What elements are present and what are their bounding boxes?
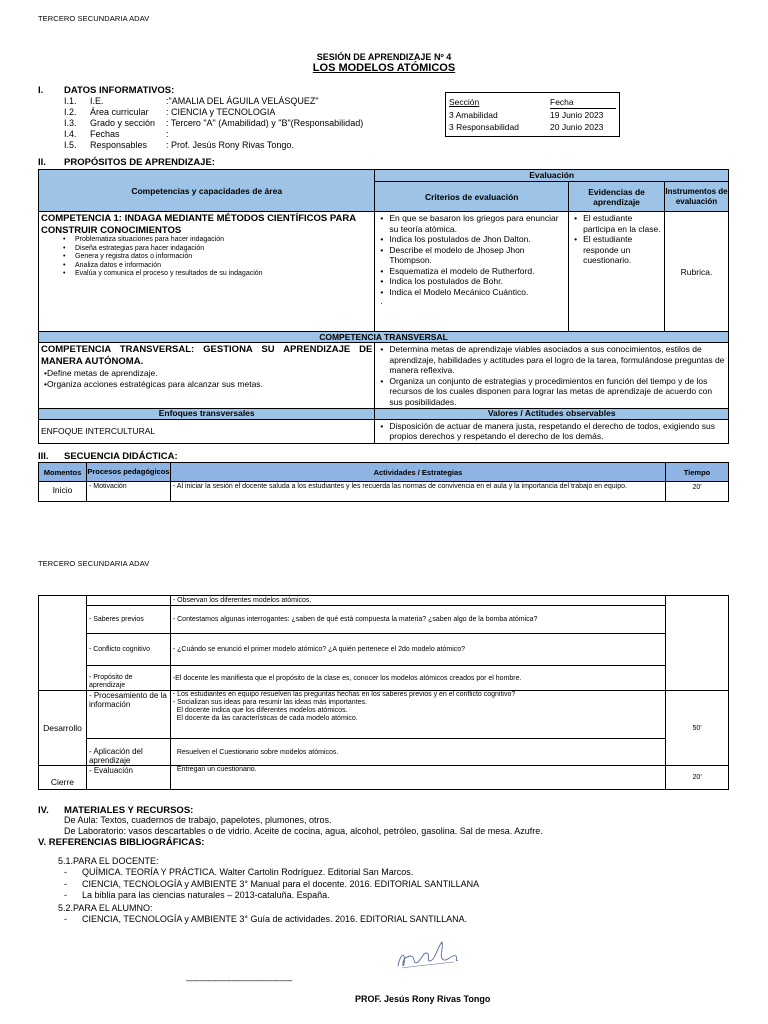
referencia-item xyxy=(64,890,479,902)
info-row xyxy=(64,118,446,129)
dates-row xyxy=(449,121,616,133)
header-actividades: Actividades / Estrategias xyxy=(170,463,665,482)
info-key: Grado y sección xyxy=(90,118,156,128)
evidencia-item: • El estudiante participa en la clase. xyxy=(571,213,662,234)
header-instrumentos: Instrumentos de evaluación xyxy=(665,182,729,212)
transversal-capacidad-item: • Define metas de aprendizaje. xyxy=(41,368,372,379)
capacidad-item: • Evalúa y comunica el proceso y resultados de su indagación xyxy=(41,270,372,279)
dates-row xyxy=(449,109,616,121)
criterios-extra: . xyxy=(380,296,383,306)
valores-header: Valores / Actitudes observables xyxy=(375,409,729,420)
criterio-item: • Indica el Modelo Mecánico Cuántico. xyxy=(377,287,566,298)
actividad-motivacion: - Al iniciar la sesión el docente saluda a los estudiantes y les recuerda las normas de convivencia en el aula y la importancia del trabajo en equipo. xyxy=(170,482,665,502)
info-number: I.1. xyxy=(64,96,77,106)
valor-item: • Disposición de actuar de manera justa, respetando el derecho de todos, exigiendo sus propios derechos y respetando el derecho de los demás. xyxy=(377,421,726,442)
dates-date: 19 Junio 2023 xyxy=(550,110,604,120)
header-competencias: Competencias y capacidades de área xyxy=(39,170,375,212)
page-header-2: TERCERO SECUNDARIA ADAV xyxy=(38,559,150,568)
referencia-bullet: - xyxy=(64,878,67,889)
proceso-evaluacion: - Evaluación xyxy=(86,766,170,790)
actividad-observan: - Observan los diferentes modelos atómicos. xyxy=(170,596,665,606)
info-key: Área curricular xyxy=(90,107,149,117)
tiempo-inicio: 20' xyxy=(666,482,729,502)
materiales-aula: De Aula: Textos, cuadernos de trabajo, papelotes, plumones, otros. xyxy=(64,815,332,825)
criterio-item: • Describe el modelo de Jhosep Jhon Thompson. xyxy=(377,245,566,266)
instrumento-cell: Rubrica. xyxy=(665,212,729,332)
transversal-header: COMPETENCIA TRANSVERSAL xyxy=(39,332,729,343)
transversal-cell xyxy=(39,343,375,409)
header-momentos: Momentos xyxy=(39,463,87,482)
criterio-item: • Indica los postulados de Jhon Dalton. xyxy=(377,234,566,245)
referencia-text: CIENCIA, TECNOLOGÍA y AMBIENTE 3° Guía de actividades. 2016. EDITORIAL SANTILLANA. xyxy=(82,914,468,924)
info-row xyxy=(64,129,446,140)
signature-image xyxy=(392,936,464,976)
section-secuencia xyxy=(38,451,178,462)
header-evidencias: Evidencias de aprendizaje xyxy=(569,182,665,212)
header-procesos: Procesos pedagógicos xyxy=(86,463,170,482)
proceso-proposito: - Propósito de aprendizaje xyxy=(86,666,170,691)
propositos-table xyxy=(38,169,729,444)
dates-header xyxy=(449,96,616,109)
proceso-procesamiento: - Procesamiento de la información xyxy=(86,691,170,739)
materiales-laboratorio: De Laboratorio: vasos descartables o de vidrio. Aceite de cocina, agua, alcohol, petróleo, gasolina. Sal de mesa. Azufre. xyxy=(64,826,543,836)
dates-date: 20 Junio 2023 xyxy=(550,122,604,132)
dates-section: 3 Responsabilidad xyxy=(449,122,519,132)
info-value: : CIENCIA y TECNOLOGIA xyxy=(166,107,276,117)
competencia-1-capacidades xyxy=(41,236,372,279)
signature-name: PROF. Jesús Rony Rivas Tongo xyxy=(355,994,491,1004)
info-row xyxy=(64,140,446,151)
referencia-text: La biblia para las ciencias naturales – 2013-cataluña. España. xyxy=(82,890,330,900)
transversal-criterio-item: • Determina metas de aprendizaje viables asociados a sus conocimientos, estilos de aprendizaje, habilidades y actitudes para el logro de la tarea, formulándose preguntas de manera reflexiva. xyxy=(377,344,726,376)
competencia-1-cell xyxy=(39,212,375,332)
section-title: SECUENCIA DIDÁCTICA: xyxy=(64,451,178,462)
info-row xyxy=(64,96,446,107)
actividad-aplicacion: Resuelven el Cuestionario sobre modelos atómicos. xyxy=(170,739,665,766)
tiempo-desarrollo: 50' xyxy=(666,691,729,766)
actividad-linea: El docente indica que los diferentes modelos atómicos. xyxy=(172,707,348,714)
referencia-text: QUÍMICA. TEORÍA Y PRÁCTICA. Walter Cartolin Rodríguez. Editorial San Marcos. xyxy=(82,867,414,877)
criterios-cell xyxy=(375,212,569,332)
dates-col-date: Fecha xyxy=(550,96,616,109)
section-number: I. xyxy=(38,85,44,96)
criterio-item: • Indica los postulados de Bohr. xyxy=(377,276,566,287)
referencia-item xyxy=(64,914,467,926)
section-title: DATOS INFORMATIVOS: xyxy=(64,85,175,96)
transversal-capacidades xyxy=(41,368,372,389)
momento-inicio-cont xyxy=(39,596,87,691)
dates-section: 3 Amabilidad xyxy=(449,110,498,120)
proceso-motivacion: - Motivación xyxy=(86,482,170,502)
criterio-item: • Esquematiza el modelo de Rutherford. xyxy=(377,266,566,277)
section-number: IV. xyxy=(38,805,49,816)
session-title: SESIÓN DE APRENDIZAJE Nº 4 xyxy=(316,52,452,62)
actividad-conflicto: - ¿Cuándo se enunció el primer modelo atómico? ¿A quién pertenece el 2do modelo atómico? xyxy=(170,634,665,666)
capacidad-item: • Genera y registra datos o información xyxy=(41,253,372,262)
session-topic: LOS MODELOS ATÓMICOS xyxy=(312,62,456,74)
proceso-empty xyxy=(86,596,170,606)
tiempo-cierre: 20' xyxy=(666,766,729,790)
secuencia-table-2 xyxy=(38,595,729,790)
enfoques-header: Enfoques transversales xyxy=(39,409,375,420)
momento-cierre: Cierre xyxy=(39,766,87,790)
competencia-1-title: COMPETENCIA 1: INDAGA MEDIANTE MÉTODOS CIENTÍFICOS PARA CONSTRUIR CONOCIMIENTOS xyxy=(41,213,356,236)
actividad-linea: El docente da las características de cada modelo atómico. xyxy=(172,715,358,722)
referencia-item xyxy=(64,867,479,879)
refs-docente-title: 5.1.PARA EL DOCENTE: xyxy=(58,856,159,866)
evidencias-cell xyxy=(569,212,665,332)
info-value: : Prof. Jesús Rony Rivas Tongo. xyxy=(166,140,294,150)
header-evaluacion: Evaluación xyxy=(375,170,729,182)
header-tiempo: Tiempo xyxy=(666,463,729,482)
evidencia-item: • El estudiante responde un cuestionario. xyxy=(571,234,662,266)
capacidad-item: • Analiza datos e información xyxy=(41,262,372,271)
refs-alumno-list xyxy=(64,914,467,926)
dates-col-section: Sección xyxy=(449,97,480,107)
actividad-saberes-previos: - Contestamos algunas interrogantes: ¿saben de qué está compuesta la materia? ¿saben algo de la bomba atómica? xyxy=(170,606,665,634)
transversal-criterio-item: • Organiza un conjunto de estrategias y procedimientos en función del tiempo y de los recursos de los cuales disponen para lograr las metas de aprendizaje de acuerdo con sus posibilidades. xyxy=(377,376,726,408)
criterios-list xyxy=(377,213,566,297)
info-key: Responsables xyxy=(90,140,148,150)
actividad-proposito: -El docente les manifiesta que el propósito de la clase es, conocer los modelos atómicos creados por el hombre. xyxy=(170,666,665,691)
dates-box xyxy=(445,92,620,137)
info-number: I.5. xyxy=(64,140,77,150)
proceso-aplicacion: - Aplicación del aprendizaje xyxy=(86,739,170,766)
criterio-item: • En que se basaron los griegos para enunciar su teoría atómica. xyxy=(377,213,566,234)
page-header: TERCERO SECUNDARIA ADAV xyxy=(38,14,150,23)
referencia-bullet: - xyxy=(64,914,67,924)
info-number: I.2. xyxy=(64,107,77,117)
referencia-item xyxy=(64,879,479,891)
actividad-linea: - Socializan sus ideas para resumir las ideas más importantes. xyxy=(172,699,367,706)
signature-line: ------------------------------------------------- xyxy=(186,976,293,985)
momento-inicio: Inicio xyxy=(39,482,87,502)
section-title: MATERIALES Y RECURSOS: xyxy=(64,805,194,816)
info-number: I.4. xyxy=(64,129,77,139)
transversal-criterios-cell xyxy=(375,343,729,409)
section-propositos xyxy=(38,157,215,168)
valores-cell xyxy=(375,419,729,443)
info-value: :"AMALIA DEL ÁGUILA VELÁSQUEZ" xyxy=(166,96,319,106)
info-list xyxy=(64,96,446,151)
capacidad-item: • Problematiza situaciones para hacer indagación xyxy=(41,236,372,245)
referencia-text: CIENCIA, TECNOLOGÍA y AMBIENTE 3° Manual para el docente. 2016. EDITORIAL SANTILLANA xyxy=(82,878,480,889)
actividad-linea: - Los estudiantes en equipo resuelven las preguntas hechas en los saberes previos y en el conflicto cognitivo? xyxy=(172,691,516,698)
actividad-procesamiento xyxy=(170,691,665,739)
info-value: : xyxy=(166,129,169,139)
info-number: I.3. xyxy=(64,118,77,128)
info-value: : Tercero "A" (Amabilidad) y "B"(Responsabilidad) xyxy=(166,118,364,128)
transversal-criterios xyxy=(377,344,726,407)
info-key: Fechas xyxy=(90,129,120,139)
referencia-bullet: - xyxy=(64,867,67,877)
section-number: II. xyxy=(38,157,46,168)
tiempo-inicio-cont xyxy=(666,596,729,691)
transversal-capacidad-item: • Organiza acciones estratégicas para alcanzar sus metas. xyxy=(41,379,372,390)
momento-desarrollo: Desarrollo xyxy=(39,691,87,766)
proceso-conflicto: - Conflicto cognitivo xyxy=(86,634,170,666)
section-title: PROPÓSITOS DE APRENDIZAJE: xyxy=(64,157,215,168)
evidencias-list xyxy=(571,213,662,266)
capacidad-item: • Diseña estrategias para hacer indagación xyxy=(41,245,372,254)
refs-alumno-title: 5.2.PARA EL ALUMNO: xyxy=(58,903,153,913)
header-criterios: Criterios de evaluación xyxy=(375,182,569,212)
info-key: I.E. xyxy=(90,96,104,106)
info-row xyxy=(64,107,446,118)
valores-list xyxy=(377,421,726,442)
enfoque-cell: ENFOQUE INTERCULTURAL xyxy=(39,419,375,443)
secuencia-table-1 xyxy=(38,462,729,502)
referencia-bullet: - xyxy=(64,890,67,900)
section-referencias: V. REFERENCIAS BIBLIOGRÁFICAS: xyxy=(38,837,205,848)
transversal-title: COMPETENCIA TRANSVERSAL: GESTIONA SU APRENDIZAJE DE MANERA AUTÓNOMA. xyxy=(41,344,373,367)
proceso-saberes-previos: - Saberes previos xyxy=(86,606,170,634)
section-number: III. xyxy=(38,451,49,462)
section-datos-informativos xyxy=(38,85,174,96)
actividad-evaluacion: Entregan un cuestionario. xyxy=(170,766,665,790)
refs-docente-list xyxy=(64,867,479,902)
